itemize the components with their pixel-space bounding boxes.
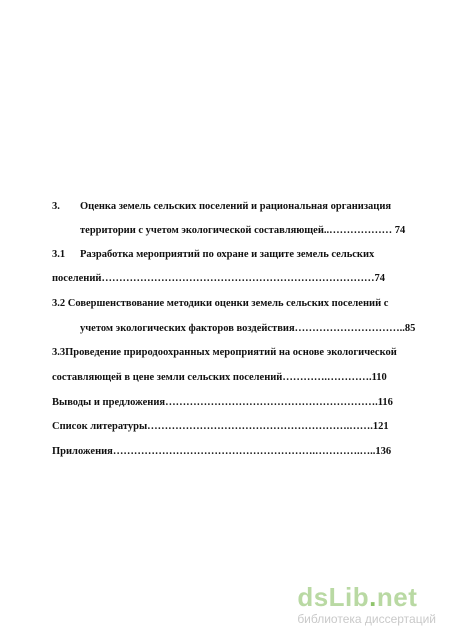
- logo-main: dsLib: [297, 582, 370, 612]
- dslib-watermark: [297, 584, 436, 626]
- toc-entry-references: Список литературы………………………………………………….…….121: [52, 421, 389, 432]
- logo-dot: .: [369, 582, 377, 612]
- logo-tld: net: [376, 582, 418, 612]
- toc-entry-3-1-number: 3.1: [52, 249, 66, 260]
- toc-entry-3-1-line-1: Разработка мероприятий по охране и защите земель сельских: [80, 249, 375, 260]
- toc-entry-3-3-line-1: 3.3Проведение природоохранных мероприятий на основе экологической: [52, 347, 397, 358]
- watermark-subtitle: библиотека диссертаций: [297, 612, 436, 626]
- toc-entry-3-line-2: территории с учетом экологической составляющей..……………… 74: [80, 225, 406, 236]
- toc-entry-3-1-line-2: поселений……………………………………………………………………74: [52, 273, 385, 284]
- toc-entry-appendices: Приложения………………………………………………….………….…..136: [52, 446, 392, 457]
- toc-entry-3-number: 3.: [52, 201, 60, 212]
- dslib-logo: [297, 584, 436, 610]
- toc-entry-3-3-line-2: составляющей в цене земли сельских поселений………….………….110: [52, 372, 387, 383]
- toc-entry-3-2-line-1: 3.2 Совершенствование методики оценки земель сельских поселений с: [52, 298, 389, 309]
- toc-entry-3-line-1: Оценка земель сельских поселений и рациональная организация: [80, 201, 392, 212]
- toc-entry-3-2-line-2: учетом экологических факторов воздействия…………………………..85: [80, 323, 416, 334]
- toc-entry-conclusions: Выводы и предложения…………………………………………………….116: [52, 397, 393, 408]
